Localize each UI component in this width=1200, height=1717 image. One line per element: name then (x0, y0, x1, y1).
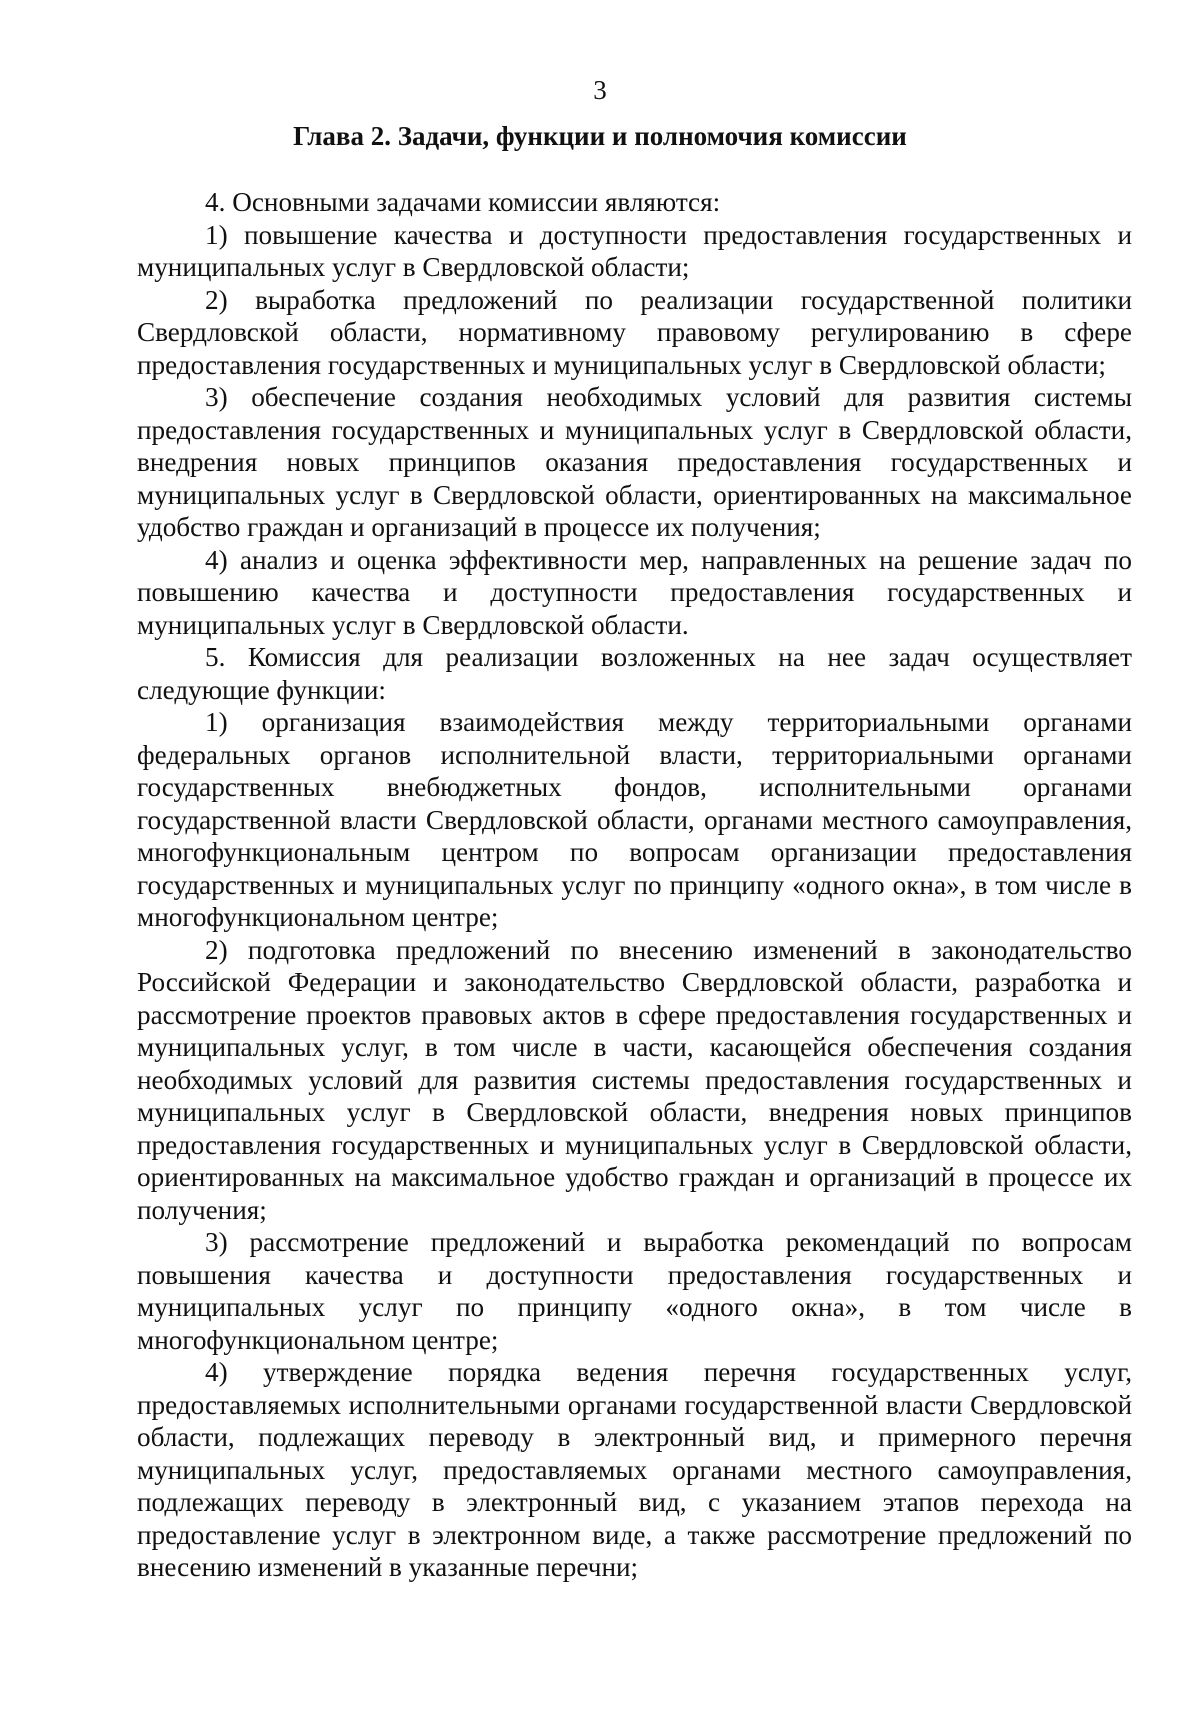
paragraph-function-4: 4) утверждение порядка ведения перечня государственных услуг, предоставляемых исполнительными органами государственной власти Свердловской области, подлежащих переводу в электронный вид, и примерного перечня муниципальных услуг, предоставляемых органами местного самоуправления, подлежащих переводу в электронный вид, с указанием этапов перехода на предоставление услуг в электронном виде, а также рассмотрение предложений по внесению изменений в указанные перечни; (137, 1357, 1132, 1582)
paragraph-task-3: 3) обеспечение создания необходимых условий для развития системы предоставления государственных и муниципальных услуг в Свердловской области, внедрения новых принципов оказания предоставления государственных и муниципальных услуг в Свердловской области, ориентированных на максимальное удобство граждан и организаций в процессе их получения; (137, 382, 1132, 542)
chapter-title: Глава 2. Задачи, функции и полномочия комиссии (293, 121, 907, 151)
paragraph-tasks-intro: 4. Основными задачами комиссии являются: (205, 187, 721, 217)
paragraph-function-1: 1) организация взаимодействия между территориальными органами федеральных органов исполнительной власти, территориальными органами государственных внебюджетных фондов, исполнительными органами государственной власти Свердловской области, органами местного самоуправления, многофункциональным центром по вопросам организации предоставления государственных и муниципальных услуг по принципу «одного окна», в том числе в многофункциональном центре; (137, 707, 1132, 932)
document-body (137, 186, 1132, 1584)
page-number: 3 (593, 75, 607, 105)
paragraph-functions-intro: 5. Комиссия для реализации возложенных на нее задач осуществляет следующие функции: (137, 642, 1132, 705)
paragraph-task-1: 1) повышение качества и доступности предоставления государственных и муниципальных услуг в Свердловской области; (137, 219, 1132, 282)
paragraph-function-3: 3) рассмотрение предложений и выработка рекомендаций по вопросам повышения качества и доступности предоставления государственных и муниципальных услуг по принципу «одного окна», в том числе в многофункциональном центре; (137, 1227, 1132, 1355)
paragraph-task-4: 4) анализ и оценка эффективности мер, направленных на решение задач по повышению качества и доступности предоставления государственных и муниципальных услуг в Свердловской области. (137, 544, 1132, 640)
paragraph-task-2: 2) выработка предложений по реализации государственной политики Свердловской области, нормативному правовому регулированию в сфере предоставления государственных и муниципальных услуг в Свердловской области; (137, 284, 1132, 380)
paragraph-function-2: 2) подготовка предложений по внесению изменений в законодательство Российской Федерации и законодательство Свердловской области, разработка и рассмотрение проектов правовых актов в сфере предоставления государственных и муниципальных услуг, в том числе в части, касающейся обеспечения создания необходимых условий для развития системы предоставления государственных и муниципальных услуг в Свердловской области, внедрения новых принципов предоставления государственных и муниципальных услуг в Свердловской области, ориентированных на максимальное удобство граждан и организаций в процессе их получения; (137, 934, 1132, 1225)
